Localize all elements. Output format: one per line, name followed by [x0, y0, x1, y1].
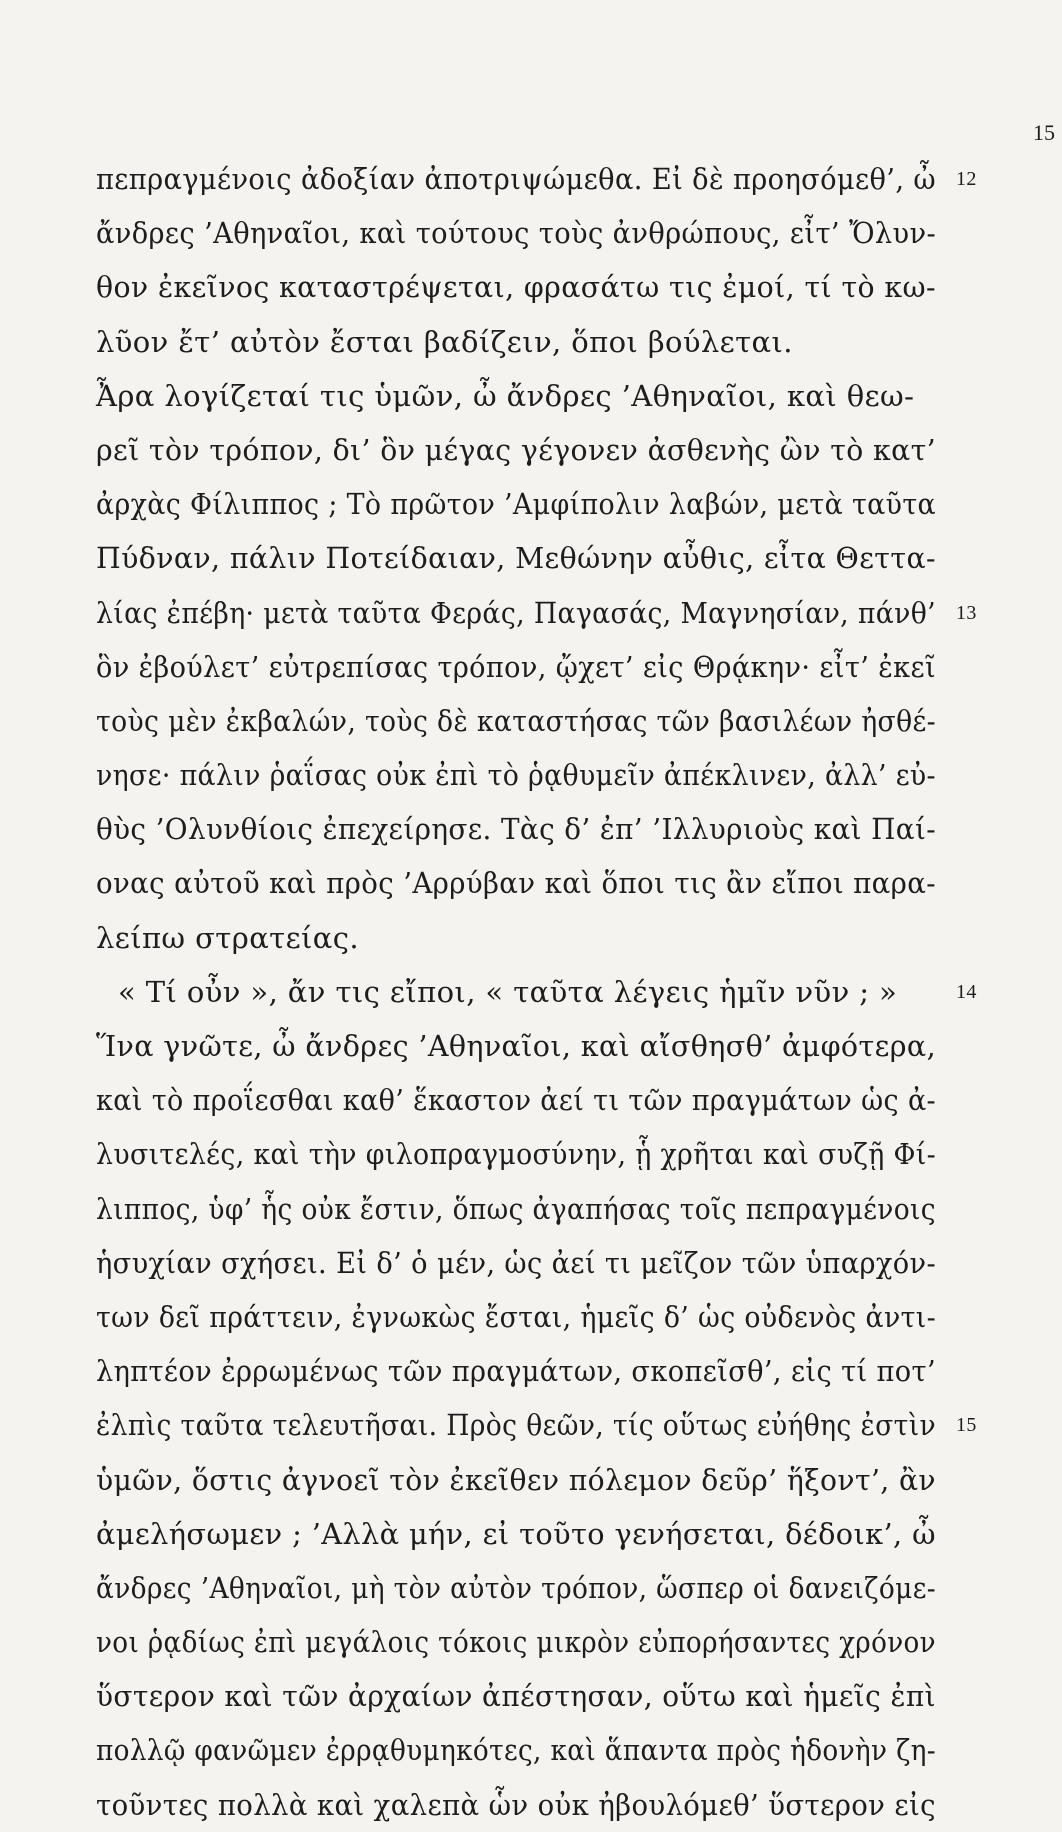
section-marker: 14 — [956, 980, 977, 1003]
line-text: ρεῖ τὸν τρόπον, δι’ ὃν μέγας γέγονεν ἀσθενὴς ὢν τὸ κατ’ — [96, 432, 937, 467]
line-text: ὑμῶν, ὅστις ἀγνοεῖ τὸν ἐκεῖθεν πόλεμον δεῦρ’ ἥξοντ’, ἂν — [96, 1462, 936, 1497]
text-line — [96, 640, 936, 694]
line-text: λίας ἐπέβη· μετὰ ταῦτα Φεράς, Παγασάς, Μαγνησίαν, πάνθ’ — [96, 595, 937, 630]
text-line — [96, 1723, 936, 1777]
line-text: θὺς ’Ολυνθίοις ἐπεχείρησε. Τὰς δ’ ἐπ’ ’Ιλλυριοὺς καὶ Παί- — [96, 812, 937, 847]
text-line — [96, 748, 936, 802]
text-line — [96, 315, 936, 369]
text-line — [96, 1344, 936, 1398]
line-text: πεπραγμένοις ἀδοξίαν ἀποτριψώμεθα. Εἰ δὲ προησόμεθ’, ὦ — [96, 162, 937, 196]
line-text: Ἵνα γνῶτε, ὦ ἄνδρες ’Αθηναῖοι, καὶ αἴσθησθ’ ἀμφότερα, — [96, 1029, 937, 1063]
text-line — [96, 1561, 936, 1615]
line-text: λείπω στρατείας. — [96, 920, 360, 955]
line-text: ἡσυχίαν σχήσει. Εἰ δ’ ὁ μέν, ὡς ἀεί τι μεῖζον τῶν ὑπαρχόν- — [96, 1245, 937, 1280]
text-line — [96, 1669, 936, 1723]
text-line — [96, 369, 936, 423]
line-text: καὶ τὸ προΐεσθαι καθ’ ἕκαστον ἀεί τι τῶν πραγμάτων ὡς ἀ- — [96, 1083, 937, 1118]
line-text: λιππος, ὑφ’ ἧς οὐκ ἔστιν, ὅπως ἀγαπήσας τοῖς πεπραγμένοις — [96, 1191, 936, 1226]
text-line — [96, 856, 936, 910]
line-text: ἄνδρες ’Αθηναῖοι, μὴ τὸν αὐτὸν τρόπον, ὥσπερ οἱ δανειζόμε- — [96, 1570, 937, 1605]
line-text: « Τί οὖν », ἄν τις εἴποι, « ταῦτα λέγεις ἡμῖν νῦν ; » — [118, 974, 898, 1009]
section-marker: 13 — [956, 601, 977, 624]
text-line — [96, 1019, 936, 1073]
text-line — [96, 1453, 936, 1507]
line-text: Πύδναν, πάλιν Ποτείδαιαν, Μεθώνην αὖθις, εἶτα Θεττα- — [96, 541, 936, 576]
text-line — [96, 206, 936, 260]
section-marker: 12 — [956, 168, 977, 190]
line-text: ἀμελήσωμεν ; ’Αλλὰ μήν, εἰ τοῦτο γενήσεται, δέδοικ’, ὦ — [96, 1516, 936, 1551]
text-line — [96, 1073, 936, 1127]
line-text: ὃν ἐβούλετ’ εὐτρεπίσας τρόπον, ᾤχετ’ εἰς Θρᾴκην· εἶτ’ ἐκεῖ — [96, 649, 936, 684]
line-text: Ἆρα λογίζεταί τις ὑμῶν, ὦ ἄνδρες ’Αθηναῖοι, καὶ θεω- — [96, 378, 915, 413]
line-text: τοὺς μὲν ἐκβαλών, τοὺς δὲ καταστήσας τῶν βασιλέων ἠσθέ- — [96, 703, 936, 738]
line-text: νοι ῥᾳδίως ἐπὶ μεγάλοις τόκοις μικρὸν εὐπορήσαντες χρόνον — [96, 1625, 936, 1660]
text-line — [96, 1778, 936, 1832]
line-text: ὕστερον καὶ τῶν ἀρχαίων ἀπέστησαν, οὕτω καὶ ἡμεῖς ἐπὶ — [96, 1679, 937, 1714]
line-text: των δεῖ πράττειν, ἐγνωκὼς ἔσται, ἡμεῖς δ’ ὡς οὐδενὸς ἀντι- — [96, 1299, 937, 1334]
text-line — [96, 965, 977, 1019]
text-line — [96, 477, 936, 531]
line-text: ονας αὐτοῦ καὶ πρὸς ’Αρρύβαν καὶ ὅποι τις ἂν εἴποι παρα- — [96, 866, 936, 901]
line-text: τοῦντες πολλὰ καὶ χαλεπὰ ὧν οὐκ ἠβουλόμεθ’ ὕστερον εἰς — [96, 1787, 936, 1822]
text-line — [96, 531, 936, 585]
text-line — [96, 1290, 936, 1344]
text-line — [96, 1398, 977, 1452]
text-line — [96, 423, 936, 477]
line-text: ἐλπὶς ταῦτα τελευτῆσαι. Πρὸς θεῶν, τίς οὕτως εὐήθης ἐστὶν — [96, 1408, 937, 1443]
text-line — [96, 694, 936, 748]
line-text: λυσιτελές, καὶ τὴν φιλοπραγμοσύνην, ᾗ χρῆται καὶ συζῇ Φί- — [96, 1137, 937, 1172]
text-line — [96, 1182, 936, 1236]
text-line — [96, 1127, 936, 1181]
line-text: λῦον ἔτ’ αὐτὸν ἔσται βαδίζειν, ὅποι βούλεται. — [96, 324, 793, 359]
text-line — [96, 152, 977, 206]
section-marker: 15 — [956, 1414, 977, 1437]
text-body — [96, 152, 977, 1832]
text-line — [96, 911, 936, 965]
text-line — [96, 1236, 936, 1290]
line-text: νησε· πάλιν ῥαΐσας οὐκ ἐπὶ τὸ ῥᾳθυμεῖν ἀπέκλινεν, ἀλλ’ εὐ- — [96, 758, 936, 793]
line-text: θον ἐκεῖνος καταστρέψεται, φρασάτω τις ἐμοί, τί τὸ κω- — [96, 270, 936, 305]
page-number: 15 — [1033, 120, 1055, 145]
line-text: ληπτέον ἐρρωμένως τῶν πραγμάτων, σκοπεῖσθ’, εἰς τί ποτ’ — [96, 1354, 936, 1389]
line-text: πολλῷ φανῶμεν ἐρρᾳθυμηκότες, καὶ ἅπαντα πρὸς ἡδονὴν ζη- — [96, 1733, 937, 1768]
line-text: ἀρχὰς Φίλιππος ; Τὸ πρῶτον ’Αμφίπολιν λαβών, μετὰ ταῦτα — [96, 487, 937, 522]
text-line — [96, 802, 936, 856]
text-line — [96, 260, 936, 314]
text-line — [96, 586, 977, 640]
text-line — [96, 1507, 936, 1561]
text-line — [96, 1615, 936, 1669]
line-text: ἄνδρες ’Αθηναῖοι, καὶ τούτους τοὺς ἀνθρώπους, εἶτ’ Ὄλυν- — [96, 216, 937, 251]
